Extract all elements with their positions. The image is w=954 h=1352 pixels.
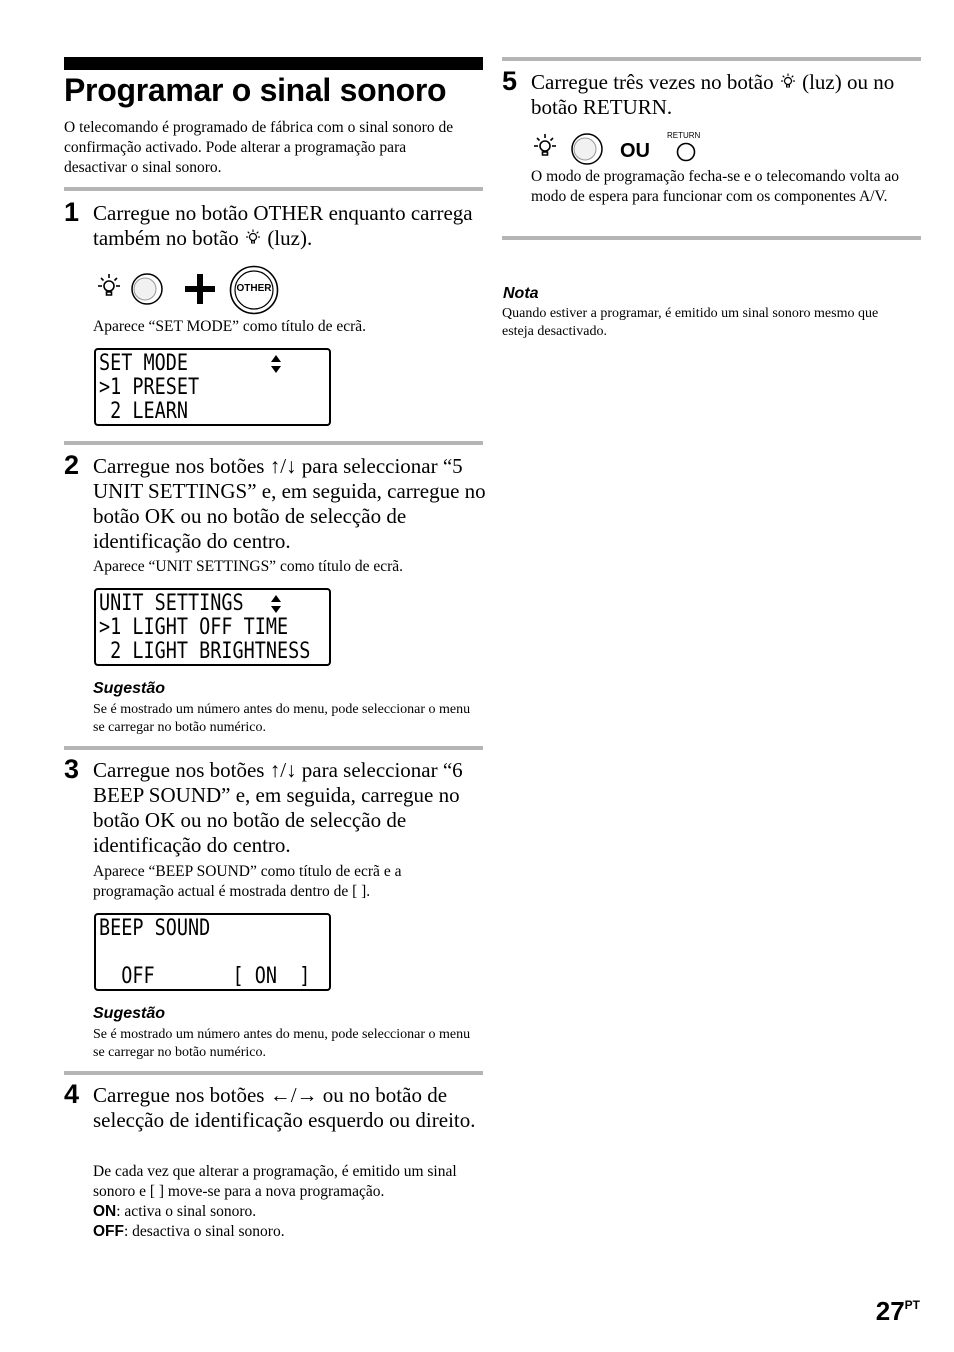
on-text: : activa o sinal sonoro. [116,1203,257,1220]
lcd-screen [94,348,331,426]
section-rule [64,746,483,750]
off-label: OFF [93,1223,124,1240]
lcd-line: >1 PRESET [99,375,200,400]
step-text: Carregue nos botões ↑/↓ para seleccionar “5 UNIT SETTINGS” e, em seguida, carregue no botão OK ou no botão de selecção de identificação do centro. [93,454,486,553]
page-language-suffix: PT [904,1298,920,1312]
step-number: 1 [64,197,80,227]
return-button-icon [675,141,697,163]
tip-text: Se é mostrado um número antes do menu, pode seleccionar o menu se carregar no botão numérico. [93,702,471,735]
light-button-icon [95,272,165,306]
step-subtext: Aparece “UNIT SETTINGS” como título de ecrã. [93,558,404,575]
light-button-icon [531,132,607,166]
step-number: 2 [64,450,80,480]
step-number: 5 [502,66,518,96]
off-description [93,1222,285,1242]
intro-text: O telecomando é programado de fábrica com o sinal sonoro de confirmação activado. Pode alterar a programação para desactivar o sinal sonoro. [64,119,454,176]
step-subtext: Aparece “BEEP SOUND” como título de ecrã e a programação actual é mostrada dentro de [ ]. [93,863,402,900]
step-number: 3 [64,754,80,784]
light-icon [779,73,797,91]
page-number-value: 27 [875,1296,905,1326]
lcd-line: SET MODE [99,351,189,376]
on-description [93,1202,256,1222]
step1-text-part1: Carregue no botão OTHER enquanto carrega também no botão [93,201,473,250]
plus-icon [183,272,217,306]
note-heading: Nota [503,285,539,302]
step5-text-part2: (luz) ou no botão RETURN. [531,70,895,119]
tip-heading: Sugestão [93,1005,166,1022]
title-bar [64,57,483,70]
section-rule [64,441,483,445]
step-number: 4 [64,1079,80,1109]
note-text: Quando estiver a programar, é emitido um sinal sonoro mesmo que esteja desactivado. [502,306,879,339]
section-rule [64,187,483,191]
lcd-screen [94,588,331,666]
off-text: : desactiva o sinal sonoro. [124,1223,285,1240]
section-rule [502,236,921,240]
lcd-line: BEEP SOUND [99,916,211,941]
step-text [93,201,483,251]
step-subtext: De cada vez que alterar a programação, é emitido um sinal sonoro e [ ] move-se para a nova programação. [93,1163,457,1200]
step-text: Carregue nos botões ↑/↓ para seleccionar “6 BEEP SOUND” e, em seguida, carregue no botão OK ou no botão de selecção de identificação do centro. [93,758,463,857]
step-text: Carregue nos botões ←/→ ou no botão de selecção de identificação esquerdo ou direito. [93,1083,476,1132]
step-text [531,70,921,120]
step1-text-part2: (luz). [262,226,313,250]
lcd-line: OFF [ ON ] [99,964,311,989]
or-label: OU [620,140,650,162]
section-rule [64,1071,483,1075]
tip-text: Se é mostrado um número antes do menu, pode seleccionar o menu se carregar no botão numérico. [93,1027,471,1060]
tip-heading: Sugestão [93,680,166,697]
up-down-arrows-icon [270,354,282,374]
page-number [876,1296,920,1327]
step5-text-part1: Carregue três vezes no botão [531,70,779,94]
lcd-line: >1 LIGHT OFF TIME [99,615,289,640]
up-down-arrows-icon [270,594,282,614]
lcd-line: 2 LEARN [99,399,189,424]
return-button-label: RETURN [667,131,701,140]
light-icon [244,229,262,247]
step-subtext: O modo de programação fecha-se e o telecomando volta ao modo de espera para funcionar com os componentes A/V. [531,168,899,205]
other-button [229,265,279,315]
lcd-line: UNIT SETTINGS [99,591,244,616]
section-rule [502,57,921,61]
lcd-line: 2 LIGHT BRIGHTNESS [99,639,311,664]
other-button-label: OTHER [236,283,272,294]
lcd-screen [94,913,331,991]
page-title: Programar o sinal sonoro [64,72,447,108]
step-subtext: Aparece “SET MODE” como título de ecrã. [93,318,367,335]
on-label: ON [93,1203,117,1220]
